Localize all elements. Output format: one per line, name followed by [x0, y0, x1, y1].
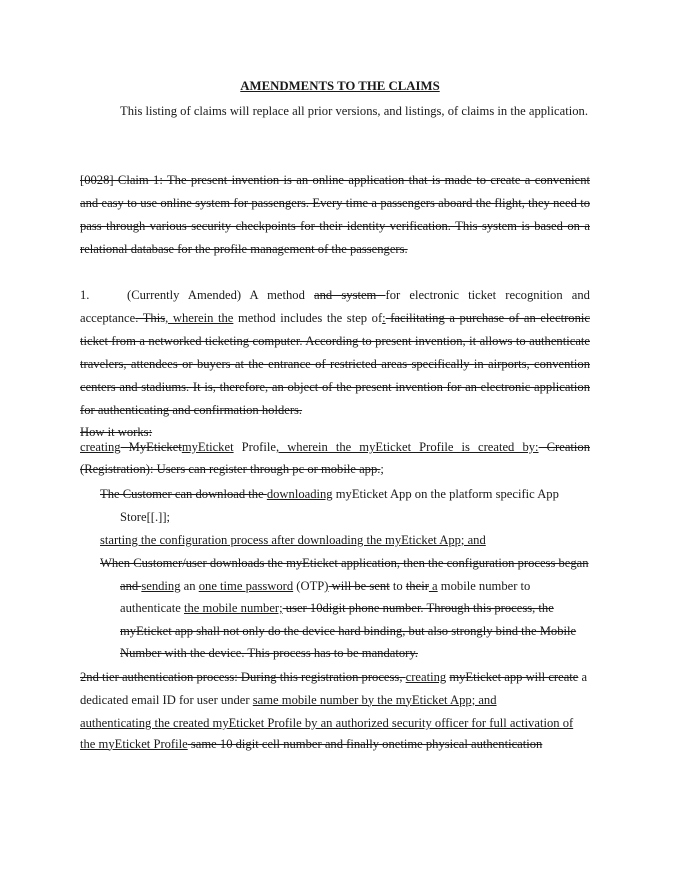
claim-text: mobile number to authenticate [120, 578, 531, 615]
deleted-text: MyEticket [120, 440, 182, 454]
inserted-text: [[.]] [146, 509, 167, 524]
claim-text: a dedicated email ID for user under [80, 670, 588, 707]
intro-paragraph: This listing of claims will replace all prior versions, and listings, of claims in the application. [120, 104, 588, 118]
claim-text: to [389, 578, 406, 593]
inserted-text: creating [405, 670, 447, 684]
claim-text: myEticket App on the platform specific App Store [120, 487, 559, 524]
deleted-text: user 10digit phone number. Through this process, the myEticket app shall not only do the device hard binding, but also strongly bind the Mobile Number with the device. This process has to be mandatory. [120, 601, 577, 660]
deleted-text: their [405, 578, 429, 593]
claim-1 [80, 284, 590, 422]
claim-text: an [180, 578, 199, 593]
creating-profile-step [80, 437, 590, 480]
inserted-text: ) [324, 578, 329, 593]
deleted-text: . This [135, 311, 166, 325]
deleted-text: The Customer can download the [100, 487, 267, 501]
inserted-text: sending [141, 578, 181, 593]
paragraph-0028-deleted: [0028] Claim 1: The present invention is an online application that is made to create a convenient and easy to use online system for passengers. Every time a passengers aboard the flight, they need to pass through various security checkpoints for their identity verification. This system is based on a relational database for the profile management of the passengers. [80, 173, 590, 256]
inserted-text: , wherein the myEticket Profile is created by: [275, 440, 539, 454]
claim-number: 1. [80, 288, 90, 302]
deleted-text: facilitating a purchase of an electronic ticket from a networked ticketing computer. According to present invention, it allows to authenticate travelers, attendees or buyers at the entrance of restricted areas specifically in airports, convention centers and stadiums. It is, therefore, an object of the present invention for an electronic application for authenticating and confirmation holders. [80, 311, 590, 417]
page-title: AMENDMENTS TO THE CLAIMS [240, 79, 440, 93]
inserted-text: creating [80, 440, 121, 454]
claim-status: (Currently Amended) [127, 288, 242, 302]
sub-step-configuration: starting the configuration process after downloading the myEticket App; and [100, 533, 486, 547]
claim-text: Profile [233, 440, 276, 454]
inserted-text: myEticket [181, 440, 234, 454]
inserted-text: downloading [266, 487, 333, 501]
inserted-text: the mobile number; [183, 601, 283, 615]
deleted-text: and system [314, 288, 386, 302]
sub-step-otp [100, 552, 590, 665]
inserted-text: ; [380, 461, 384, 476]
claim-text: A method [241, 288, 315, 302]
claim-text: (OTP [293, 578, 325, 593]
inserted-text: : [382, 311, 386, 325]
deleted-text: will be sent [328, 578, 390, 593]
how-it-works-deleted: How it works: [80, 425, 153, 439]
inserted-text: a [428, 578, 438, 593]
claim-text: for electronic ticket recognition and acceptance [80, 288, 590, 325]
sub-step-download [100, 483, 590, 528]
deleted-text: myEticket app will create [449, 670, 579, 684]
claim-text: method includes the step of [233, 311, 383, 325]
inserted-text: , wherein the [165, 311, 234, 325]
inserted-text: authenticating the created myEticket Profile by an authorized security officer for full activation of the myEticket Profile [80, 716, 574, 751]
deleted-text: same 10 digit cell number and finally onetime physical authentication [187, 736, 543, 751]
inserted-text: same mobile number by the myEticket App; and [252, 692, 497, 707]
inserted-text: ; [166, 509, 171, 524]
authentication-step [80, 713, 590, 754]
deleted-text: 2nd tier authentication process: During this registration process, [80, 670, 406, 684]
deleted-text: Creation (Registration): Users can register through pc or mobile app. [80, 440, 590, 476]
deleted-text: When Customer/user downloads the myEticket application, then the configuration process began and [100, 556, 589, 593]
inserted-text: one time password [198, 578, 294, 593]
second-tier-step [80, 666, 590, 711]
